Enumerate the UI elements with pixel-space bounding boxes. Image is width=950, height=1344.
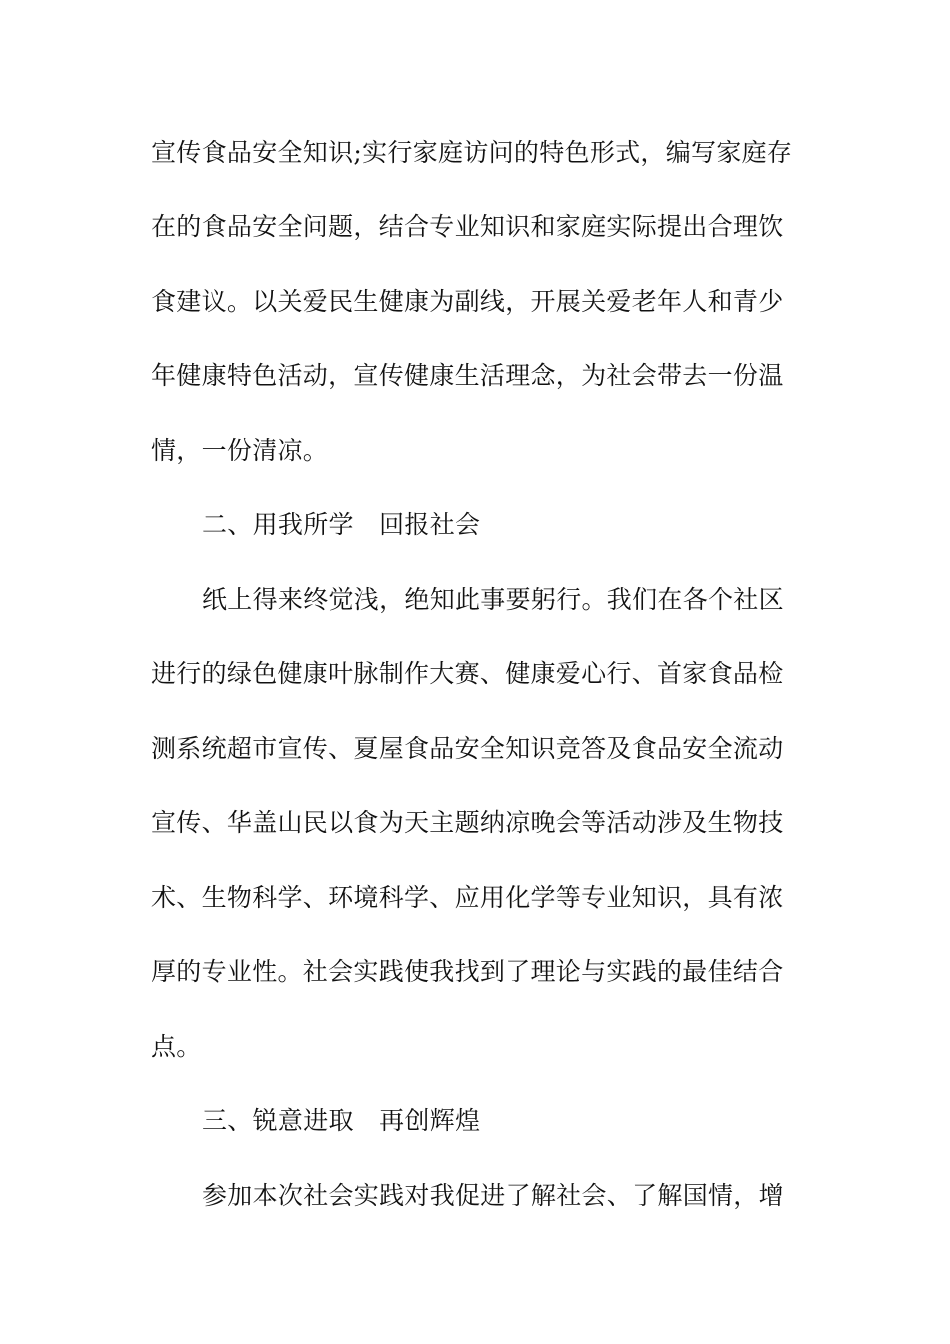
text-line: 点。 bbox=[151, 1032, 202, 1061]
section-heading: 二、用我所学 回报社会 bbox=[202, 510, 481, 539]
text-line: 测系统超市宣传、夏屋食品安全知识竞答及食品安全流动 bbox=[151, 734, 784, 763]
paragraph-start-line: 参加本次社会实践对我促进了解社会、了解国情，增 bbox=[202, 1181, 784, 1210]
text-line: 宣传、华盖山民以食为天主题纳凉晚会等活动涉及生物技 bbox=[151, 808, 784, 837]
text-line: 术、生物科学、环境科学、应用化学等专业知识，具有浓 bbox=[151, 883, 784, 912]
section-heading: 三、锐意进取 再创辉煌 bbox=[202, 1106, 481, 1135]
text-line: 宣传食品安全知识;实行家庭访问的特色形式，编写家庭存 bbox=[151, 138, 793, 167]
text-line: 进行的绿色健康叶脉制作大赛、健康爱心行、首家食品检 bbox=[151, 659, 784, 688]
text-line: 厚的专业性。社会实践使我找到了理论与实践的最佳结合 bbox=[151, 957, 784, 986]
paragraph-start-line: 纸上得来终觉浅，绝知此事要躬行。我们在各个社区 bbox=[202, 585, 784, 614]
text-line: 食建议。以关爱民生健康为副线，开展关爱老年人和青少 bbox=[151, 287, 784, 316]
text-line: 在的食品安全问题，结合专业知识和家庭实际提出合理饮 bbox=[151, 212, 784, 241]
text-line: 情，一份清凉。 bbox=[151, 436, 329, 465]
text-line: 年健康特色活动，宣传健康生活理念，为社会带去一份温 bbox=[151, 361, 784, 390]
